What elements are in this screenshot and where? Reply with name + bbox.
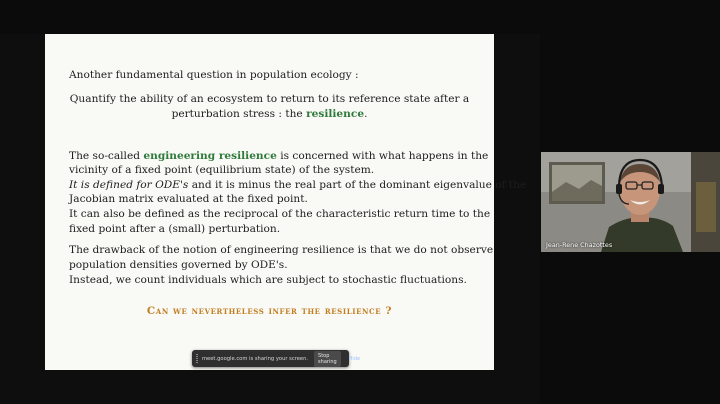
slide-intro: Another fundamental question in population ecology :: [69, 69, 359, 81]
participant-video-tile[interactable]: [541, 152, 720, 252]
drag-handle-icon[interactable]: [196, 354, 198, 363]
share-message: meet.google.com is sharing your screen.: [202, 355, 309, 362]
participant-name: Jean-Rene Chazottes: [546, 241, 613, 249]
para1-line-3: [69, 179, 526, 192]
para1-suffix: is concerned with what happens in the: [276, 150, 489, 162]
quantify-line-2-prefix: perturbation stress : the: [171, 108, 307, 120]
para1-line-1: [69, 150, 488, 163]
defined-for-odes: It is defined for ODE's: [69, 179, 189, 191]
top-bar: [0, 0, 540, 34]
stop-sharing-button[interactable]: Stop sharing: [314, 351, 341, 367]
para1-line-3-rest: and it is minus the real part of the dominant eigenvalue of the: [188, 179, 527, 191]
quantify-line-2-suffix: .: [364, 108, 368, 120]
para2-line-3: Instead, we count individuals which are subject to stochastic fluctuations.: [69, 274, 467, 286]
resilience-question: Can we nevertheless infer the resilience ?: [146, 305, 393, 317]
para1-line-5: It can also be defined as the reciprocal of the characteristic return time to the: [69, 208, 491, 220]
hide-button[interactable]: Hide: [348, 355, 361, 362]
para1-prefix: The so-called: [69, 150, 144, 162]
quantify-line-1: Quantify the ability of an ecosystem to return to its reference state after a: [69, 93, 470, 105]
webcam-feed-image: [541, 152, 720, 252]
para2-line-1: The drawback of the notion of engineering resilience is that we do not observe: [69, 244, 494, 256]
screen-share-bar[interactable]: [192, 350, 361, 367]
engineering-resilience-term: engineering resilience: [143, 150, 277, 162]
para1-line-6: fixed point after a (small) perturbation.: [69, 223, 281, 235]
resilience-term: resilience: [306, 108, 365, 120]
quantify-line-2: [45, 108, 494, 121]
para2-line-2: population densities governed by ODE's.: [69, 259, 288, 271]
para1-line-4: Jacobian matrix evaluated at the fixed point.: [69, 193, 308, 205]
presentation-slide: [45, 34, 527, 370]
para1-line-2: vicinity of a fixed point (equilibrium state) of the system.: [69, 164, 375, 176]
